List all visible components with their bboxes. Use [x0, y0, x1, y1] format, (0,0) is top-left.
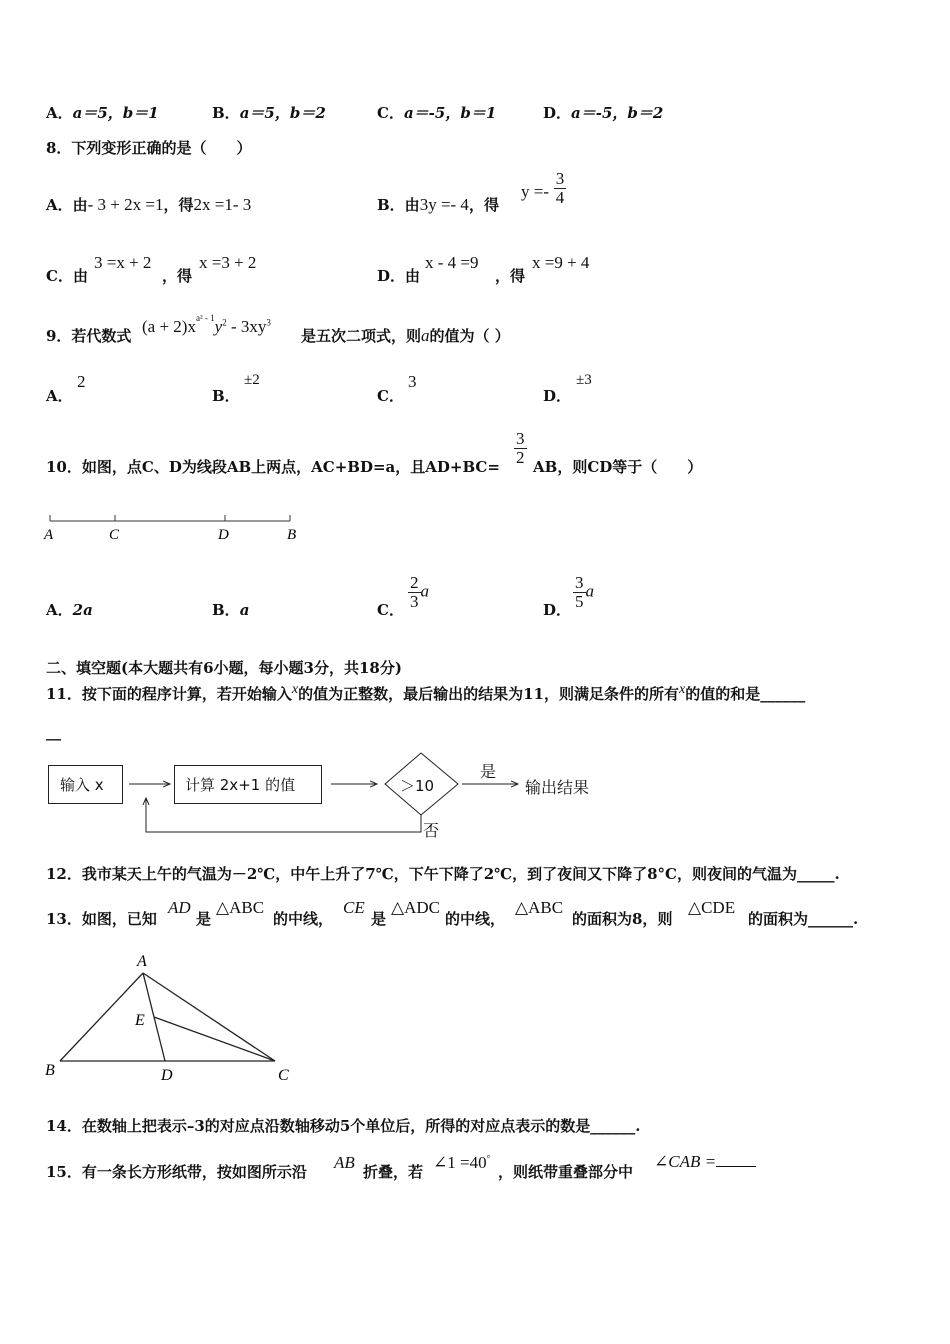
vertex-b-label: B — [45, 1062, 55, 1079]
q10-option-d-value: $\frac{3}{5}$ a — [575, 573, 594, 611]
q10-option-b: B．a — [212, 601, 250, 619]
q7-option-d: D．a＝-5，b＝2 — [543, 104, 664, 122]
q15-term-ab: AB — [334, 1153, 355, 1172]
q13-term-adc: △ADC — [391, 898, 440, 917]
q13-term-cde: △CDE — [688, 898, 736, 917]
q11-stem-continued: __ — [46, 723, 61, 741]
q15-angle-cab: ∠CAB = — [654, 1152, 756, 1172]
q15-text-2: ，则纸带重叠部分中 — [498, 1163, 634, 1181]
q15-stem: 15．有一条长方形纸带，按如图所示沿 — [46, 1163, 307, 1181]
q9-option-d-value: ±3 — [576, 372, 592, 388]
q8-option-d-expr2: x =9 + 4 — [532, 253, 590, 272]
q13-term-ad: AD — [168, 898, 191, 917]
q8-option-a: A．由- 3 + 2x =1，得2x =1- 3 — [46, 195, 252, 214]
flow-compute-box: 计算 2x+1 的值 — [174, 765, 322, 804]
q13-term-abc: △ABC — [216, 898, 265, 917]
point-d-label: D — [161, 1067, 173, 1084]
q10-stem-end: AB，则CD等于（ ） — [533, 458, 703, 476]
q8-stem: 8．下列变形正确的是（ ） — [46, 139, 252, 157]
q10-option-c-value: $\frac{2}{3}$ a — [410, 573, 429, 611]
section-2-heading: 二、填空题(本大题共有6小题，每小题3分，共18分) — [46, 659, 402, 677]
q13-text-5: 的面积为8，则 — [572, 910, 673, 928]
point-a-label: A — [44, 527, 54, 543]
q10-fraction: $\frac{3}{2}$ — [516, 429, 525, 467]
q9-option-b-label: B． — [212, 387, 240, 405]
point-b-label: B — [287, 527, 297, 543]
flow-yes-label: 是 — [480, 762, 497, 781]
q9-option-a-label: A． — [46, 387, 73, 405]
q9-option-c-value: 3 — [408, 372, 417, 391]
q9-expression: $(a + 2)x^{a^2 - 1}y^2 - 3xy^3$ — [142, 313, 271, 336]
q15-text-1: 折叠，若 — [363, 1163, 424, 1181]
q8-option-b: B．由3y =- 4，得 — [377, 195, 499, 214]
q9-option-c-label: C． — [377, 387, 404, 405]
q13-stem: 13．如图，已知 — [46, 910, 157, 928]
q13-term-abc-2: △ABC — [515, 898, 564, 917]
q8-option-c-expr1: 3 =x + 2 — [94, 253, 152, 272]
q14-stem: 14．在数轴上把表示–3的对应点沿数轴移动5个单位后，所得的对应点表示的数是______. — [46, 1117, 641, 1135]
q12-stem: 12．我市某天上午的气温为－2℃，中午上升了7℃，下午下降了2℃，到了夜间又下降了8°C，则夜间的气温为_____. — [46, 865, 840, 883]
q7-option-c: C．a＝-5，b＝1 — [377, 104, 497, 122]
q9-stem: 9．若代数式 — [46, 327, 132, 345]
q9-option-d-label: D． — [543, 387, 572, 405]
q8-option-c-sep: ，得 — [162, 267, 193, 285]
flow-no-label: 否 — [423, 821, 440, 840]
q13-text-4: 的中线， — [445, 910, 506, 928]
q8-option-c-expr2: x =3 + 2 — [199, 253, 257, 272]
point-d-label: D — [218, 527, 229, 543]
q11-stem: 11．按下面的程序计算，若开始输入x的值为正整数，最后输出的结果为11，则满足条件的所有x的值的和是______ — [46, 682, 806, 703]
q7-option-a: A．a＝5，b＝1 — [46, 104, 159, 122]
point-c-label: C — [109, 527, 120, 543]
q10-option-a: A．2a — [46, 601, 93, 619]
q10-stem: 10．如图，点C、D为线段AB上两点，AC+BD=a，且AD+BC= — [46, 458, 500, 476]
q13-text-1: 是 — [196, 910, 212, 928]
q13-text-6: 的面积为______. — [748, 910, 859, 928]
flow-condition: ＞10 — [400, 777, 435, 795]
q7-option-b: B．a＝5，b＝2 — [212, 104, 326, 122]
q8-option-d: D．由 — [377, 267, 421, 285]
q10-option-d-label: D． — [543, 601, 572, 619]
vertex-c-label: C — [278, 1067, 289, 1084]
vertex-a-label: A — [137, 953, 147, 970]
q9-stem-end: 是五次二项式，则a的值为（ ） — [301, 326, 510, 345]
flow-input-box: 输入 x — [48, 765, 123, 804]
q9-option-b-value: ±2 — [244, 372, 260, 388]
q13-term-ce: CE — [343, 898, 365, 917]
point-e-label: E — [135, 1012, 145, 1029]
q15-angle-1: ∠1 =40° — [433, 1153, 491, 1172]
flow-output: 输出结果 — [525, 778, 590, 797]
q8-option-c: C．由 — [46, 267, 88, 285]
q8-option-b-result: y =- $\frac{3}{4}$ — [521, 169, 565, 207]
q8-option-d-sep: ，得 — [495, 267, 526, 285]
q9-option-a-value: 2 — [77, 372, 86, 391]
q8-option-d-expr1: x - 4 =9 — [425, 253, 479, 272]
q13-text-2: 的中线， — [273, 910, 334, 928]
q10-option-c-label: C． — [377, 601, 404, 619]
q13-text-3: 是 — [371, 910, 387, 928]
q13-triangle-figure — [40, 948, 310, 1088]
